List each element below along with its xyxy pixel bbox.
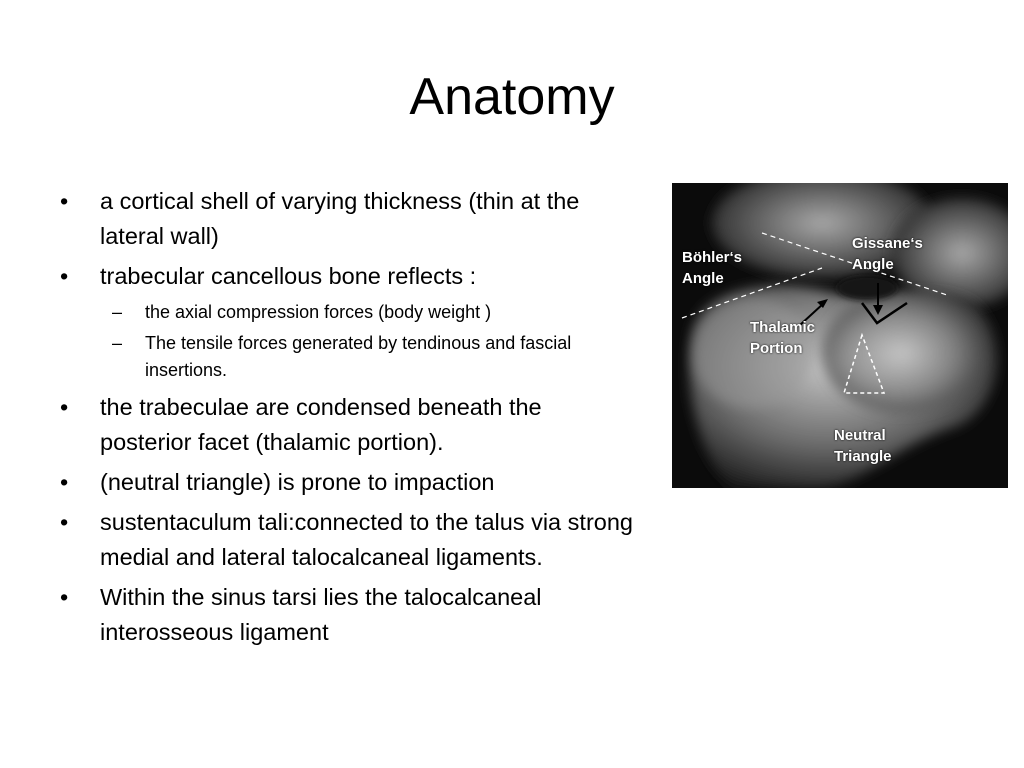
bullet-text: (neutral triangle) is prone to impaction [100,469,495,495]
bullet-icon: • [60,394,69,420]
bullet-item [58,184,718,254]
bullet-icon: • [60,188,69,214]
bullet-text: Within the sinus tarsi lies the talocalcaneal interosseous ligament [100,584,542,645]
calcaneus-xray-figure [672,183,1008,488]
neutral-triangle-label: Neutral Triangle [834,427,892,465]
sub-bullet-item [58,299,718,326]
sub-bullet-list [58,299,718,384]
bullet-icon: • [60,509,69,535]
gissane-angle-label: Gissane‘s Angle [852,235,923,273]
sub-bullet-item [58,330,718,384]
slide-title: Anatomy [409,68,615,126]
sub-bullet-text: The tensile forces generated by tendinous and fascial insertions. [145,333,572,380]
sub-bullet-text: the axial compression forces (body weight ) [145,302,492,322]
bullet-text: the trabeculae are condensed beneath the posterior facet (thalamic portion). [100,394,542,455]
bohler-angle-label: Böhler‘s Angle [682,249,743,287]
bullet-list [58,184,718,655]
bullet-item [58,580,718,650]
bullet-icon: • [60,263,69,289]
bullet-icon: • [60,584,69,610]
bullet-text: trabecular cancellous bone reflects : [100,263,477,289]
bullet-item [58,390,718,460]
bullet-text: a cortical shell of varying thickness (thin at the lateral wall) [100,188,580,249]
bullet-icon: • [60,469,69,495]
dash-icon: – [112,302,123,322]
dash-icon: – [112,333,123,353]
bullet-text: sustentaculum tali:connected to the talus via strong medial and lateral talocalcaneal ligaments. [100,509,633,570]
bullet-item [58,259,718,294]
thalamic-portion-label: Thalamic Portion [750,319,816,357]
bullet-item [58,465,718,500]
bullet-item [58,505,718,575]
